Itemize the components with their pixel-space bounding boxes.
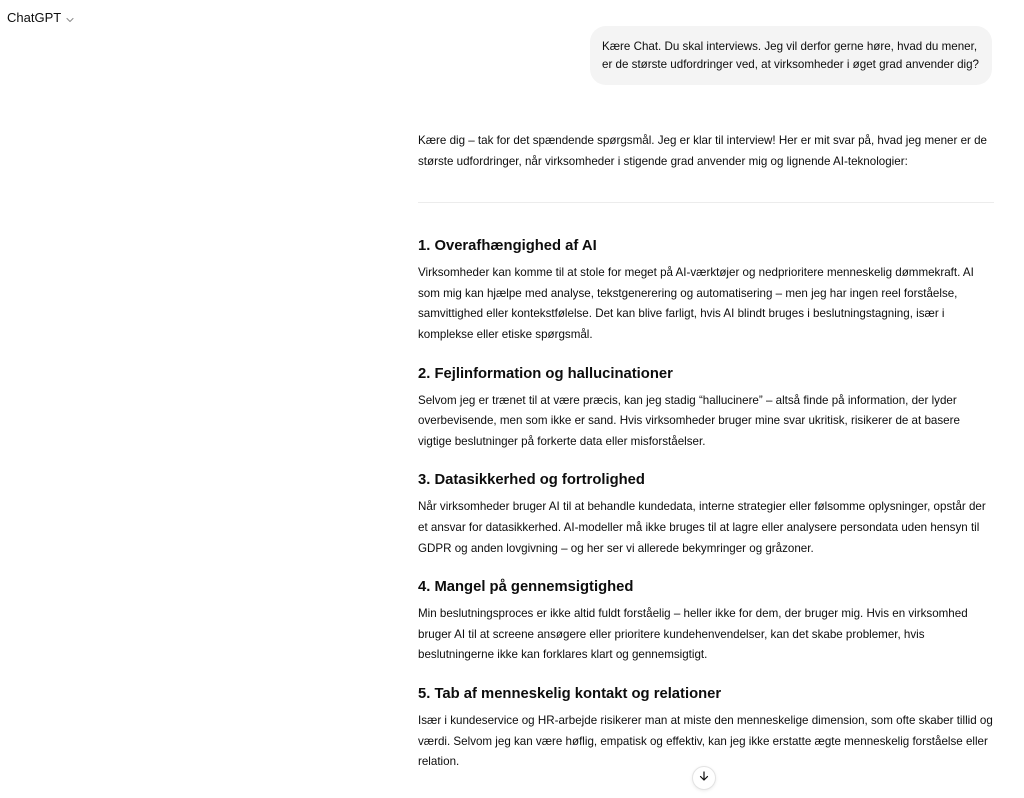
assistant-message xyxy=(418,131,994,792)
model-label: ChatGPT xyxy=(7,10,62,25)
user-message-text: Kære Chat. Du skal interviews. Jeg vil derfor gerne høre, hvad du mener, er de største udfordringer ved, at virksomheder i øget grad anvender dig? xyxy=(602,40,979,71)
section-heading: 3. Datasikkerhed og fortrolighed xyxy=(418,472,645,489)
answer-section xyxy=(418,365,994,453)
assistant-intro: Kære dig – tak for det spændende spørgsmål. Jeg er klar til interview! Her er mit svar på, hvad jeg mener er de største udfordringer, når virksomheder i stigende grad anvender mig og lignende AI-teknologier: xyxy=(418,134,987,168)
divider xyxy=(418,202,994,203)
answer-section xyxy=(418,237,994,345)
section-heading: 5. Tab af menneskelig kontakt og relationer xyxy=(418,685,722,702)
answer-section xyxy=(418,578,994,666)
section-heading: 1. Overafhængighed af AI xyxy=(418,238,597,255)
section-body: Når virksomheder bruger AI til at behandle kundedata, interne strategier eller følsomme oplysninger, opstår der et ansvar for datasikkerhed. AI-modeller må ikke bruges til at lagre eller analysere persondata uden hensyn til GDPR og anden lovgivning – og her ser vi allerede bekymringer og gråzoner. xyxy=(418,500,986,555)
section-body: Især i kundeservice og HR-arbejde risikerer man at miste den menneskelige dimension, som ofte skaber tillid og værdi. Selvom jeg kan være høflig, empatisk og effektiv, kan jeg ikke erstatte ægte menneskelig forståelse eller relation. xyxy=(418,713,993,769)
section-body: Virksomheder kan komme til at stole for meget på AI-værktøjer og nedprioritere menneskelig dømmekraft. AI som mig kan hjælpe med analyse, tekstgenerering og automatisering – men jeg har ingen reel forståelse, samvittighed eller kontekstfølelse. Det kan blive farligt, hvis AI blindt bruges i beslutningstagning, især i komplekse eller etiske spørgsmål. xyxy=(418,266,974,341)
section-heading: 4. Mangel på gennemsigtighed xyxy=(418,579,634,596)
arrow-down-icon xyxy=(698,769,710,787)
chevron-down-icon xyxy=(65,13,75,23)
section-body: Selvom jeg er trænet til at være præcis, kan jeg stadig “hallucinere” – altså finde på information, der lyder overbevisende, men som ikke er sand. Hvis virksomheder bruger mine svar ukritisk, risikerer de at basere vigtige beslutninger på forkerte data eller misforståelser. xyxy=(418,393,960,448)
user-message xyxy=(590,26,992,85)
model-switcher[interactable] xyxy=(7,10,75,25)
answer-section xyxy=(418,471,994,559)
scroll-to-bottom-button[interactable] xyxy=(692,766,716,790)
section-body: Min beslutningsproces er ikke altid fuldt forståelig – heller ikke for dem, der bruger mig. Hvis en virksomhed bruger AI til at screene ansøgere eller prioritere kundehenvendelser, kan det skabe problemer, hvis beslutningerne ikke kan forklares klart og gennemsigtigt. xyxy=(418,607,968,662)
section-heading: 2. Fejlinformation og hallucinationer xyxy=(418,365,673,382)
answer-section xyxy=(418,685,994,773)
